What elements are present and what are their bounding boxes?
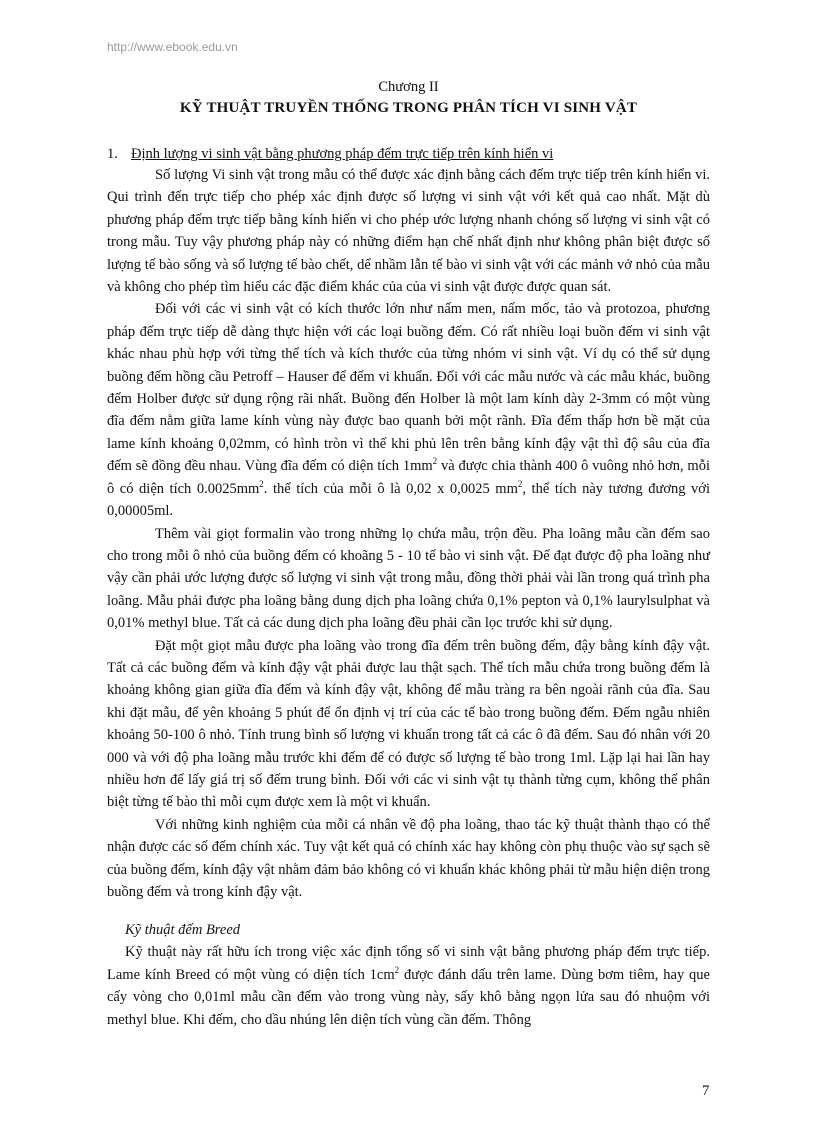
- paragraph-6-part-a: Kỹ thuật này rất hữu ích trong việc xác định tổng số vi sinh vật bằng phương pháp đếm trực tiếp. Lame kính Breed có một vùng có diện tích 1cm: [107, 944, 710, 983]
- paragraph-3: Thêm vài giọt formalin vào trong những lọ chứa mẫu, trộn đều. Pha loãng mẫu cần đếm sao cho trong mỗi ô nhỏ của buồng đếm có khoãng 5 - 10 tế bào vi sinh vật. Để đạt được độ pha loãng như vậy cần phải ước lượng được số lượng vi sinh vật trong mẫu, đồng thời phải vài lần trong quá trình pha loãng. Mẫu phải được pha loãng bằng dung dịch pha loãng chứa 0,1% pepton và 0,1% laurylsulphat và 0,01% methyl blue. Tất cả các dung dịch pha loãng đều phải cần lọc trước khi sử dụng.: [107, 525, 710, 632]
- chapter-title: KỸ THUẬT TRUYỀN THỐNG TRONG PHÂN TÍCH VI SINH VẬT: [179, 100, 638, 116]
- superscript-2: 2: [394, 964, 400, 975]
- paragraph-5: Với những kinh nghiệm của mỗi cá nhân về độ pha loãng, thao tác kỹ thuật thành thạo có thể nhận được các số đếm chính xác. Tuy vật kết quả có chính xác hay không còn phụ thuộc vào sự sạch sẽ của buồng đếm, kính đậy vật nhằm đảm bảo không có vi khuẩn khác không phải từ mẫu hiện diện trong buồng đếm và trong kính đậy vật.: [107, 816, 710, 900]
- superscript-2: 2: [259, 478, 264, 489]
- section-title: Định lượng vi sinh vật bằng phương pháp đếm trực tiếp trên kính hiển vi: [131, 146, 554, 162]
- paragraph-2-part-c: . thể tích của mỗi ô là 0,02 x 0,0025 mm: [263, 480, 518, 497]
- paragraph-2: [107, 298, 710, 522]
- superscript-2: 2: [517, 478, 523, 489]
- paragraph-6: [107, 941, 710, 1031]
- paragraph-2-part-a: Đối với các vi sinh vật có kích thước lớn như nấm men, nấm mốc, tảo và protozoa, phương pháp đếm trực tiếp dễ dàng thực hiện với các loại buồng đếm. Có rất nhiều loại buồn đếm vi sinh vật khác nhau phù hợp với từng thể tích và kích thước của từng nhóm vi sinh vật. Ví dụ có thể sử dụng buồng đếm hồng cầu Petroff – Hauser để đếm vi khuẩn. Đối với các mẫu nước và các mẫu khác, buồng đếm Holber được sử dụng rộng rãi nhất. Buồng đến Holber là một lam kính dày 2-3mm có một vùng đĩa đếm nằm giữa lame kính vùng này được bao quanh bởi một rãnh. Đĩa đếm thấp hơn bề mặt của lame kính khoảng 0,02mm, có hình tròn vì thế khi phủ lên trên bằng kính đậy vật thì độ sâu của đĩa đếm sẽ đồng đều nhau. Vùng đĩa đếm có diện tích 1mm: [107, 301, 710, 475]
- paragraph-6-part-b: được đánh dấu trên lame. Dùng bơm tiêm, hay que cấy vòng cho 0,01ml mẫu cần đếm vào trong vùng này, sấy khô bằng ngọn lửa sau đó nhuộm với methyl blue. Khi đếm, cho dầu nhúng lên diện tích vùng cần đếm. Thông: [107, 966, 710, 1028]
- subsection-title: Kỹ thuật đếm Breed: [125, 922, 241, 939]
- page-number: 7: [702, 1083, 710, 1099]
- paragraph-2-part-b: và được chia thành 400 ô vuông nhỏ hơn, mỗi ô có diện tích 0.0025mm: [107, 458, 710, 497]
- chapter-label: Chương II: [378, 79, 439, 95]
- superscript-2: 2: [432, 456, 438, 467]
- page-body: [107, 78, 710, 1031]
- paragraph-2-part-d: , thể tích này tương đương với 0,00005ml.: [107, 480, 710, 520]
- section-number: 1.: [107, 146, 118, 162]
- paragraph-1: Số lượng Vi sinh vật trong mẫu có thể được xác định bằng cách đếm trực tiếp trên kính hiển vi. Qui trình đến trực tiếp cho phép xác định được số lượng vi sinh vật với kết quả cao nhất. Mặt dù phương pháp đếm trực tiếp bằng kính hiển vi cho phép ước lượng nhanh chóng số lượng vi sinh vật có trong mẫu. Tuy vậy phương pháp này có những điểm hạn chế nhất định như không phân biệt được số lượng tế bào sống và số lượng tế bào chết, dể nhầm lẫn tế bào vi sinh vật với các mảnh vở nhỏ của mẫu và không cho phép tìm hiểu các đặc điểm khác của của vi sinh vật được được quan sát.: [107, 167, 710, 296]
- section-heading: [107, 144, 710, 164]
- header-url: http://www.ebook.edu.vn: [107, 40, 238, 54]
- paragraph-4: Đặt một giọt mẫu được pha loãng vào trong đĩa đếm trên buồng đếm, đậy bằng kính đậy vật. Tất cả các buồng đếm và kính đậy vật phải được lau thật sạch. Thể tích mẫu chứa trong buồng đếm là khoảng không gian giữa đĩa đếm và kính đậy vật, không để mẫu tràng ra bên ngoài rãnh của đĩa. Sau khi đặt mẫu, để yên khoảng 5 phút để ổn định vị trí của các tế bào trong buồng đếm. Đếm ngẫu nhiên khoảng 50-100 ô nhỏ. Tính trung bình số lượng vi khuẩn trong tất cả các ô đã đếm. Sau đó nhân với 20 000 và với độ pha loãng mẫu trước khi đếm để có được số lượng tế bào trong 1ml. Lặp lại hai lần hay nhiều hơn để lấy giá trị số đếm trung bình. Đối với các vi sinh vật tụ thành từng cụm, không thể phân biệt từng tế bào thì mỗi cụm được xem là một vi khuẩn.: [107, 637, 710, 811]
